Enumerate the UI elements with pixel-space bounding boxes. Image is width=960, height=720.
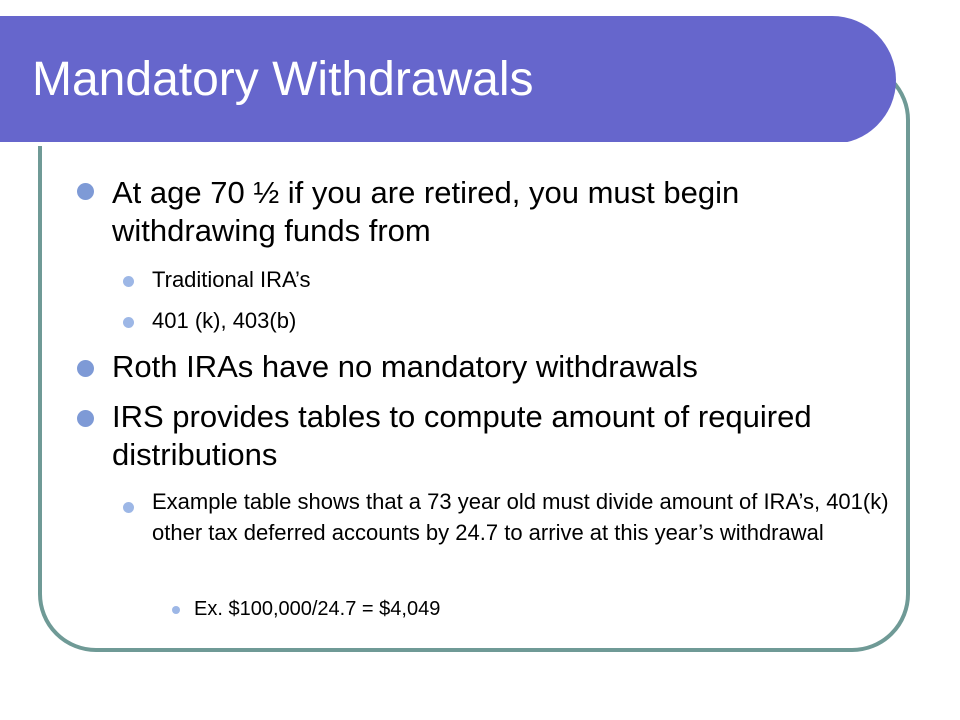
bullet-3-sub-1-sub-1: Ex. $100,000/24.7 = $4,049	[194, 598, 441, 620]
bullet-dot	[172, 606, 180, 614]
bullet-2: Roth IRAs have no mandatory withdrawals	[112, 349, 698, 384]
bullet-dot	[77, 183, 94, 200]
bullet-3-sub-1: Example table shows that a 73 year old must divide amount of IRA’s, 401(k) other tax deferred accounts by 24.7 to arrive at this year’s withdrawal	[152, 489, 889, 545]
slide-title: Mandatory Withdrawals	[32, 53, 534, 106]
bullet-1-sub-2: 401 (k), 403(b)	[152, 308, 297, 333]
bullet-dot	[77, 360, 94, 377]
bullet-dot	[123, 502, 134, 513]
bullet-dot	[123, 317, 134, 328]
bullet-3: IRS provides tables to compute amount of required distributions	[112, 399, 812, 472]
bullet-dot	[123, 276, 134, 287]
bullet-1: At age 70 ½ if you are retired, you must begin withdrawing funds from	[112, 175, 740, 248]
bullet-dot	[77, 410, 94, 427]
bullet-1-sub-1: Traditional IRA’s	[152, 267, 311, 292]
